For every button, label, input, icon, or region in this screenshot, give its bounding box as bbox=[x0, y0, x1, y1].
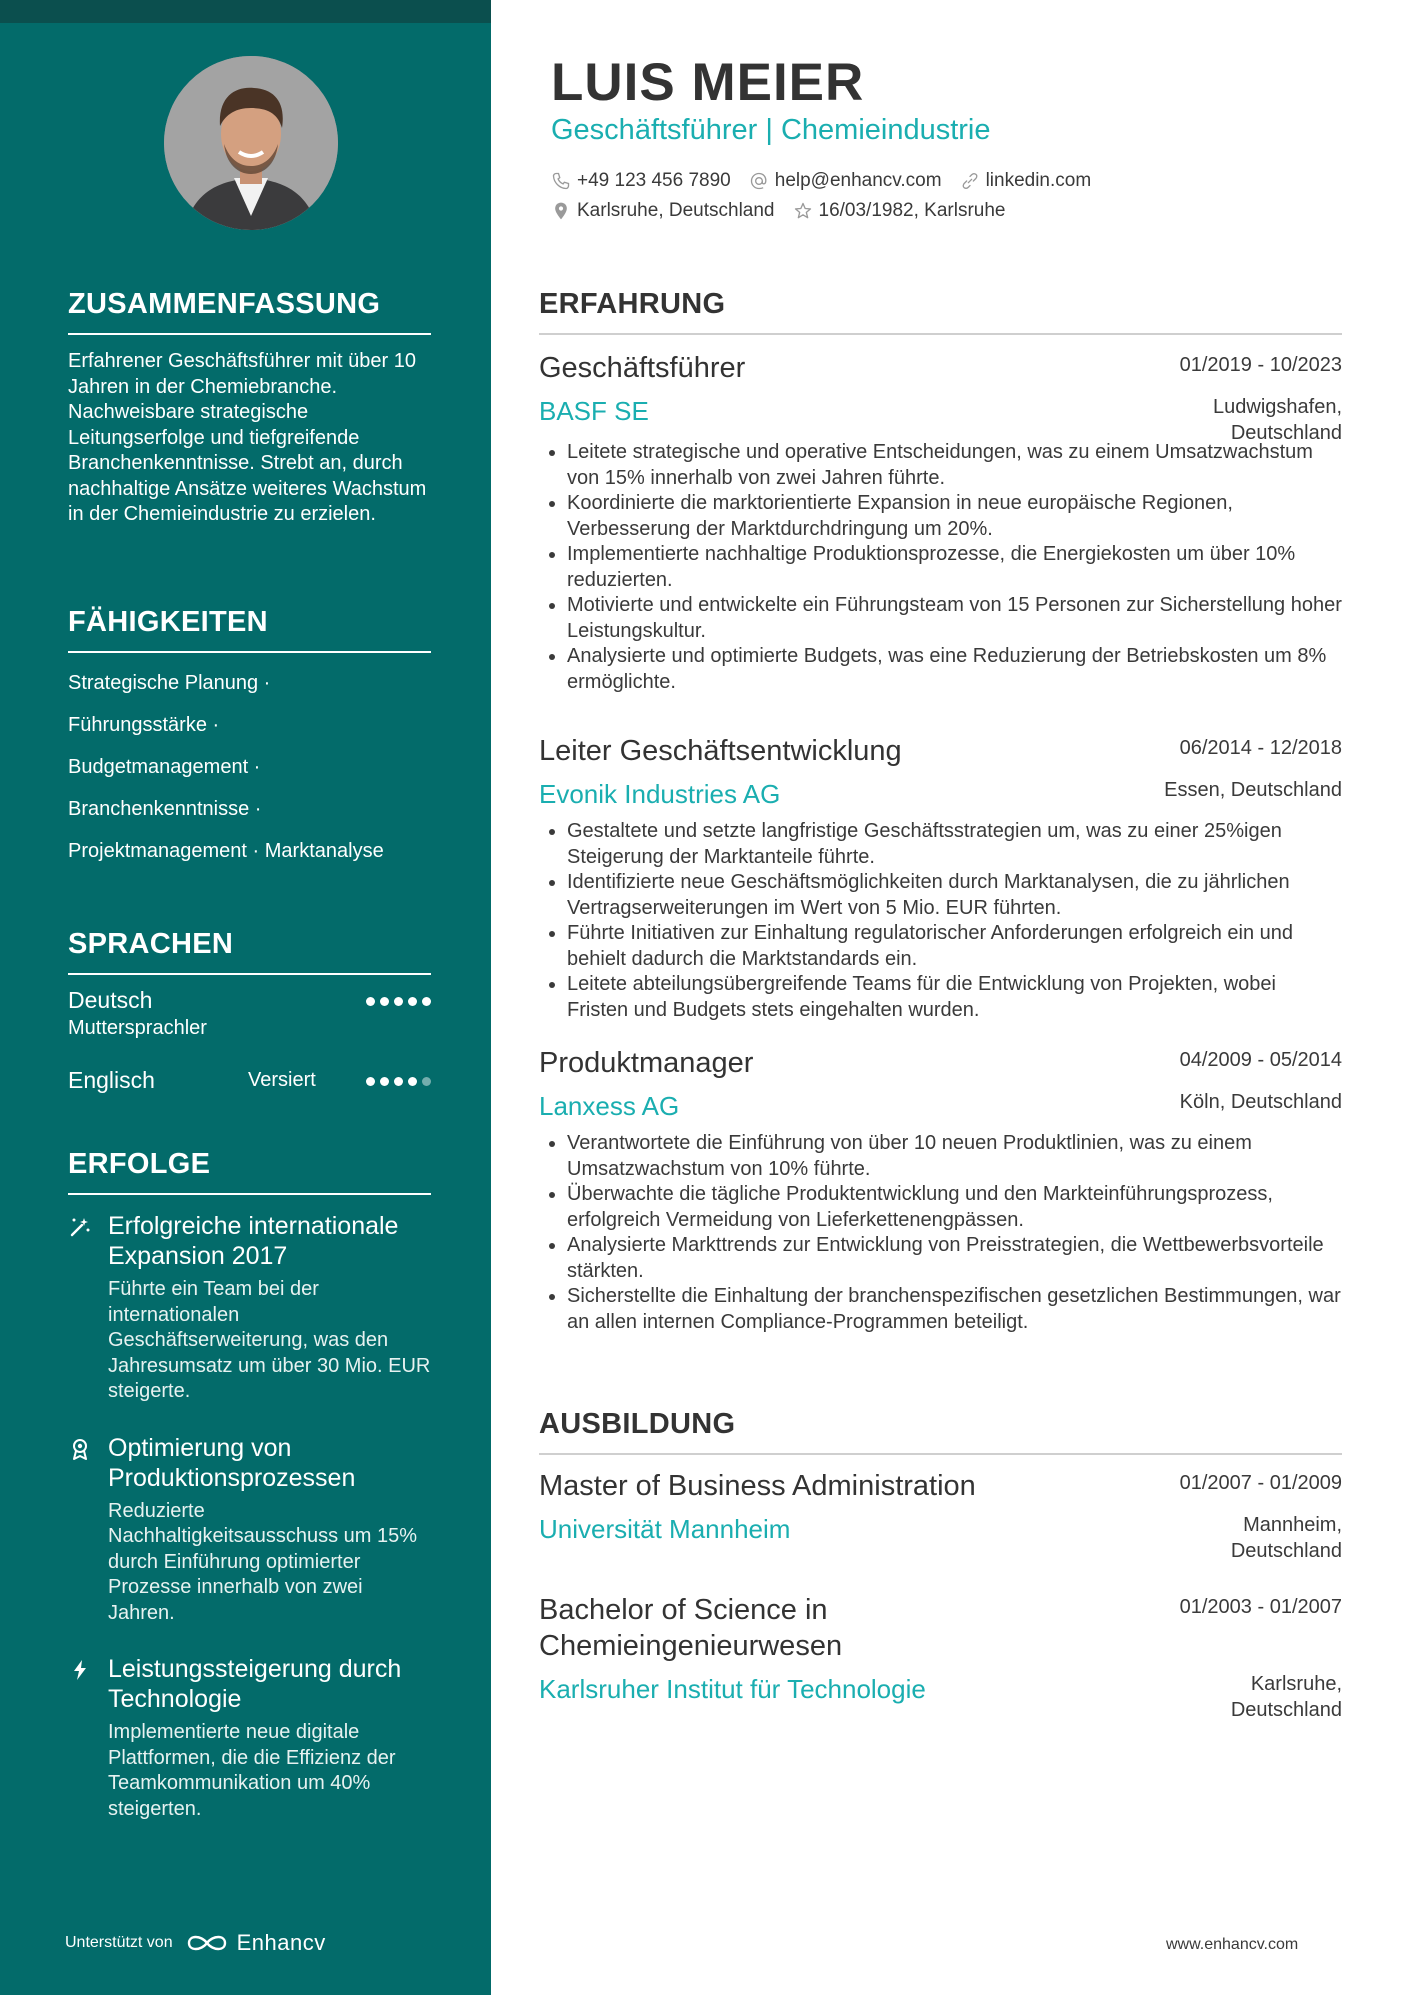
enhancv-logo-icon bbox=[185, 1931, 229, 1955]
headline: Geschäftsführer | Chemieindustrie bbox=[551, 114, 991, 146]
language-dots bbox=[366, 997, 431, 1006]
powered-by bbox=[65, 1930, 326, 1956]
email-text: help@enhancv.com bbox=[774, 170, 942, 191]
education-school: Karlsruher Institut für Technologie bbox=[539, 1674, 926, 1704]
phone-icon bbox=[551, 171, 571, 191]
achievement-desc: Implementierte neue digitale Plattformen, die die Effizienz der Teamkommunikation um 40% steigerten. bbox=[108, 1721, 396, 1820]
language-row-englisch bbox=[68, 1055, 431, 1115]
level-dot-filled bbox=[408, 997, 417, 1006]
education-date: 01/2007 - 01/2009 bbox=[1179, 1472, 1342, 1494]
entry-bullets bbox=[539, 440, 1342, 695]
summary-text: Erfahrener Geschäftsführer mit über 10 Jahren in der Chemiebranche. Nachweisbare strategische Leitungserfolge und tiefgreifende Branchenkenntnisse. Strebt an, durch nachhaltige Ansätze weiteres Wachstum in der Chemieindustrie zu erzielen. bbox=[68, 350, 427, 525]
experience-entry bbox=[539, 350, 1342, 695]
languages-title: SPRACHEN bbox=[68, 928, 431, 975]
education-degree: Bachelor of Science in Chemieingenieurwesen bbox=[539, 1594, 843, 1662]
brand-name: Enhancv bbox=[236, 1930, 326, 1955]
sidebar-top-bar bbox=[0, 0, 491, 23]
level-dot-filled bbox=[422, 997, 431, 1006]
education-school: Universität Mannheim bbox=[539, 1514, 791, 1544]
level-dot-filled bbox=[394, 997, 403, 1006]
education-degree: Master of Business Administration bbox=[539, 1470, 976, 1502]
entry-role: Produktmanager bbox=[539, 1047, 754, 1079]
language-dots bbox=[366, 1077, 431, 1086]
entry-role: Leiter Geschäftsentwicklung bbox=[539, 735, 902, 767]
entry-date: 01/2019 - 10/2023 bbox=[1179, 354, 1342, 376]
contact-phone[interactable] bbox=[551, 170, 731, 192]
link-text: linkedin.com bbox=[985, 170, 1092, 191]
contact-row-2 bbox=[551, 200, 1005, 222]
entry-bullets bbox=[539, 1131, 1342, 1335]
entry-location: Köln, Deutschland bbox=[1179, 1091, 1342, 1113]
level-dot-filled bbox=[380, 1077, 389, 1086]
skill-item: Strategische Planung · bbox=[68, 672, 271, 694]
entry-location: Ludwigshafen, Deutschland bbox=[1213, 396, 1342, 444]
languages-section bbox=[68, 928, 431, 1115]
achievement-desc: Führte ein Team bei der internationalen Geschäftserweiterung, was den Jahresumsatz um über 30 Mio. EUR steigerte. bbox=[108, 1278, 431, 1402]
skill-item: Projektmanagement · Marktanalyse bbox=[68, 840, 384, 862]
language-level: Versiert bbox=[248, 1069, 316, 1091]
link-icon bbox=[960, 171, 980, 191]
entry-bullets bbox=[539, 819, 1342, 1023]
contact-link[interactable] bbox=[960, 170, 1092, 192]
footer-url[interactable]: www.enhancv.com bbox=[1166, 1936, 1299, 1953]
level-dot-empty bbox=[422, 1077, 431, 1086]
skill-item: Budgetmanagement · bbox=[68, 756, 261, 778]
award-ribbon-icon bbox=[68, 1437, 92, 1461]
level-dot-filled bbox=[380, 997, 389, 1006]
skill-item: Führungsstärke · bbox=[68, 714, 220, 736]
bullet-item: • Führte Initiativen zur Einhaltung regulatorischer Anforderungen erfolgreich ein und behielt dadurch die Marktstandards ein. bbox=[567, 921, 1342, 972]
achievement-item bbox=[68, 1433, 431, 1627]
at-icon bbox=[749, 171, 769, 191]
lightning-bolt-icon bbox=[68, 1658, 92, 1682]
experience-title: ERFAHRUNG bbox=[539, 288, 1342, 335]
achievement-title: Optimierung von Produktionsprozessen bbox=[108, 1433, 356, 1492]
location-text: Karlsruhe, Deutschland bbox=[577, 200, 775, 221]
bullet-item: • Leitete strategische und operative Entscheidungen, was zu einem Umsatzwachstum von 15% innerhalb von zwei Jahren führte. bbox=[567, 440, 1342, 491]
education-location: Karlsruhe, Deutschland bbox=[1230, 1673, 1342, 1721]
avatar bbox=[164, 56, 338, 230]
achievement-title: Leistungssteigerung durch Technologie bbox=[108, 1655, 402, 1713]
level-dot-filled bbox=[408, 1077, 417, 1086]
achievement-item bbox=[68, 1211, 431, 1405]
birth-text: 16/03/1982, Karlsruhe bbox=[818, 200, 1006, 221]
language-row-deutsch bbox=[68, 975, 431, 1055]
bullet-item: • Überwachte die tägliche Produktentwicklung und den Markteinführungsprozess, erfolgreich Vermeidung von Lieferkettenengpässen. bbox=[567, 1182, 1342, 1233]
person-name: LUIS MEIER bbox=[551, 53, 865, 112]
entry-org: Evonik Industries AG bbox=[539, 779, 781, 809]
bullet-item: • Motivierte und entwickelte ein Führungsteam von 15 Personen zur Sicherstellung hoher Leistungskultur. bbox=[567, 593, 1342, 644]
entry-org: BASF SE bbox=[539, 396, 649, 426]
level-dot-filled bbox=[366, 1077, 375, 1086]
contact-row-1 bbox=[551, 170, 1091, 192]
brand-logo[interactable] bbox=[185, 1930, 326, 1956]
achievement-desc: Reduzierte Nachhaltigkeitsausschuss um 15% durch Einführung optimierter Prozesse innerhalb von zwei Jahren. bbox=[108, 1499, 418, 1624]
achievements-section bbox=[68, 1148, 431, 1822]
skills-section bbox=[68, 606, 431, 877]
entry-location: Essen, Deutschland bbox=[1164, 779, 1342, 801]
skills-list bbox=[68, 667, 431, 877]
bullet-item: • Verantwortete die Einführung von über 10 neuen Produktlinien, was zu einem Umsatzwachstum von 10% führte. bbox=[567, 1131, 1342, 1182]
bullet-item: • Koordinierte die marktorientierte Expansion in neue europäische Regionen, Verbesserung der Marktdurchdringung um 20%. bbox=[567, 491, 1342, 542]
education-entry bbox=[539, 1592, 1342, 1721]
education-location: Mannheim, Deutschland bbox=[1230, 1514, 1342, 1562]
entry-date: 04/2009 - 05/2014 bbox=[1179, 1049, 1342, 1071]
experience-entry bbox=[539, 1045, 1342, 1335]
star-icon bbox=[793, 201, 813, 221]
achievements-title: ERFOLGE bbox=[68, 1148, 431, 1195]
sidebar bbox=[0, 0, 491, 1995]
contact-email[interactable] bbox=[749, 170, 942, 192]
summary-section bbox=[68, 288, 431, 528]
education-entry bbox=[539, 1468, 1342, 1562]
education-date: 01/2003 - 01/2007 bbox=[1179, 1596, 1342, 1618]
bullet-item: • Gestaltete und setzte langfristige Geschäftsstrategien um, was zu einer 25%igen Steigerung der Marktanteile führte. bbox=[567, 819, 1342, 870]
bullet-item: • Analysierte Markttrends zur Entwicklung von Preisstrategien, die Wettbewerbsvorteile stärkten. bbox=[567, 1233, 1342, 1284]
level-dot-filled bbox=[394, 1077, 403, 1086]
skills-title: FÄHIGKEITEN bbox=[68, 606, 431, 653]
language-name: Deutsch bbox=[68, 987, 153, 1013]
summary-title: ZUSAMMENFASSUNG bbox=[68, 288, 431, 335]
entry-org: Lanxess AG bbox=[539, 1091, 680, 1121]
skill-item: Branchenkenntnisse · bbox=[68, 798, 262, 820]
contact-birth bbox=[793, 200, 1006, 222]
entry-date: 06/2014 - 12/2018 bbox=[1179, 737, 1342, 759]
powered-by-label: Unterstützt von bbox=[65, 1934, 173, 1951]
contact-location bbox=[551, 200, 775, 222]
bullet-item: • Sicherstellte die Einhaltung der branchenspezifischen gesetzlichen Bestimmungen, war an allen internen Compliance-Programmen beteiligt. bbox=[567, 1284, 1342, 1335]
phone-text: +49 123 456 7890 bbox=[577, 170, 731, 191]
achievement-title: Erfolgreiche internationale Expansion 2017 bbox=[108, 1212, 399, 1270]
language-name: Englisch bbox=[68, 1067, 155, 1093]
magic-wand-icon bbox=[68, 1215, 92, 1239]
bullet-item: • Leitete abteilungsübergreifende Teams für die Entwicklung von Projekten, wobei Fristen und Budgets stets eingehalten wurden. bbox=[567, 972, 1342, 1023]
bullet-item: • Analysierte und optimierte Budgets, was eine Reduzierung der Betriebskosten um 8% ermöglichte. bbox=[567, 644, 1342, 695]
level-dot-filled bbox=[366, 997, 375, 1006]
language-level: Muttersprachler bbox=[68, 1017, 207, 1039]
entry-role: Geschäftsführer bbox=[539, 352, 746, 384]
bullet-item: • Identifizierte neue Geschäftsmöglichkeiten durch Marktanalysen, die zu jährlichen Vertragserweiterungen im Wert von 5 Mio. EUR führten. bbox=[567, 870, 1342, 921]
location-pin-icon bbox=[551, 201, 571, 221]
bullet-item: • Implementierte nachhaltige Produktionsprozesse, die Energiekosten um über 10% reduzierten. bbox=[567, 542, 1342, 593]
education-title: AUSBILDUNG bbox=[539, 1408, 1342, 1455]
experience-entry bbox=[539, 733, 1342, 1023]
achievement-item bbox=[68, 1654, 431, 1822]
